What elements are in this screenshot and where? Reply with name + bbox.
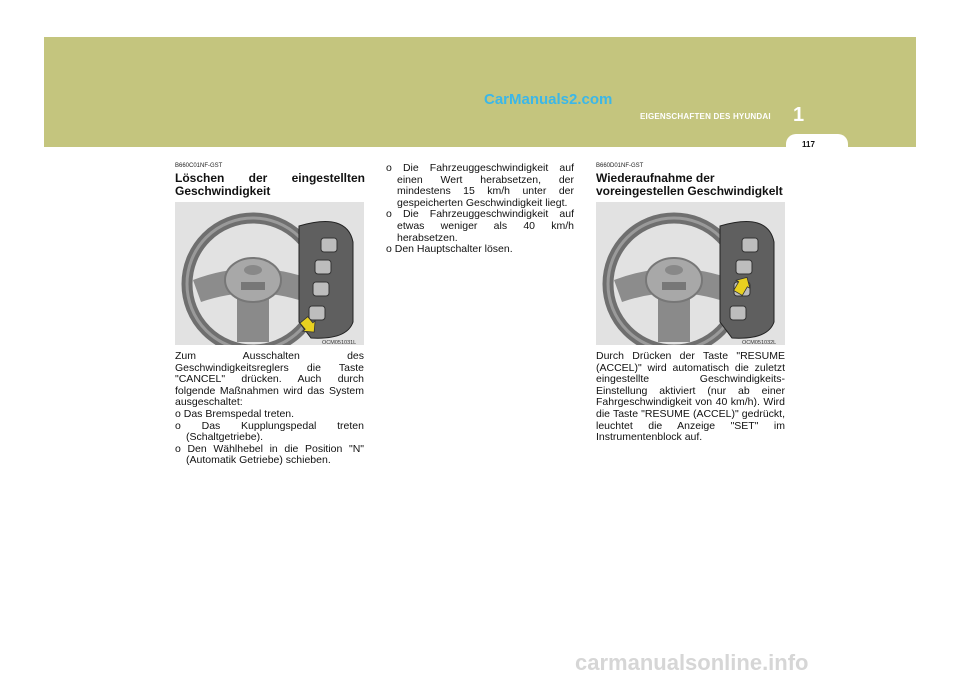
figure-code: OCM051031L xyxy=(322,340,357,346)
figure-code: OCM051032L xyxy=(742,340,777,346)
body-text xyxy=(175,351,364,467)
section-code: B660C01NF-GST xyxy=(175,163,223,169)
list-item: o Das Bremspedal treten. xyxy=(175,407,295,420)
paragraph: Durch Drücken der Taste "RESUME (ACCEL)" wird automatisch die zuletzt eingestellte Geschwindigkeits-Einstellung aktiviert (nur ab einer Fahrgeschwindigkeit von 40 km/h). Wird die Taste "RESUME (ACCEL)" gedrückt, leuchtet die Anzeige "SET" im Instrumentenblock auf. xyxy=(596,350,785,444)
steering-wheel-figure-resume xyxy=(596,202,785,345)
watermark: carmanualsonline.info xyxy=(575,650,809,675)
page-number-tab xyxy=(786,134,848,154)
section-title: Löschen der eingestellten Geschwindigkeit xyxy=(175,171,365,198)
list-item: o Den Wählhebel in die Position "N" (Automatik Getriebe) schieben. xyxy=(175,442,364,467)
list-item: o Die Fahrzeuggeschwindigkeit auf einen Wert herabsetzen, der mindestens 15 km/h unter der gespeicherten Geschwindigkeit liegt. xyxy=(386,162,574,209)
list-item: o Das Kupplungspedal treten (Schaltgetriebe). xyxy=(175,419,364,444)
steering-wheel-figure-cancel xyxy=(175,202,364,345)
list-item: o Den Hauptschalter lösen. xyxy=(386,243,513,256)
chapter-title: EIGENSCHAFTEN DES HYUNDAI xyxy=(640,112,771,121)
chapter-number: 1 xyxy=(793,104,805,126)
body-text xyxy=(386,163,574,256)
list-item: o Die Fahrzeuggeschwindigkeit auf etwas weniger als 40 km/h herabsetzen. xyxy=(386,208,574,244)
chapter-header-band xyxy=(44,37,916,147)
section-title: Wiederaufnahme der voreingestellen Geschwindigkelt xyxy=(596,171,783,198)
page-number: 117 xyxy=(802,140,815,149)
paragraph: Zum Ausschalten des Geschwindigkeitsreglers die Taste "CANCEL" drücken. Auch durch folgende Maßnahmen wird das System ausgeschaltet: xyxy=(175,350,364,409)
section-code: B660D01NF-GST xyxy=(596,163,644,169)
body-text xyxy=(596,351,785,444)
site-link[interactable]: CarManuals2.com xyxy=(484,91,613,108)
